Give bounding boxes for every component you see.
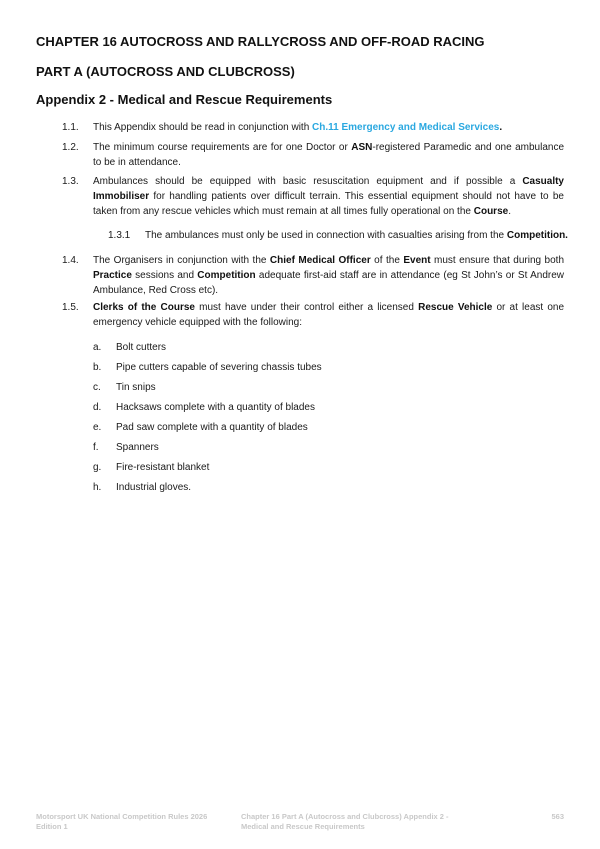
paragraph-number: 1.1. — [62, 122, 79, 133]
list-letter: f. — [93, 442, 99, 453]
paragraph-number: 1.5. — [62, 302, 79, 313]
paragraph-text: The Organisers in conjunction with the Chief Medical Officer of the Event must ensure that during both Practice sessions and Competition adequate first-aid staff are in attendance (eg St John’s or St Andrew Ambulance, Red Cross etc). — [93, 255, 565, 296]
list-letter: h. — [93, 482, 102, 493]
list-letter: a. — [93, 342, 102, 353]
chapter-title: CHAPTER 16 AUTOCROSS AND RALLYCROSS AND OFF-ROAD RACING — [36, 34, 485, 49]
list-text: Pad saw complete with a quantity of blades — [116, 422, 308, 433]
list-text: Fire-resistant blanket — [116, 462, 210, 473]
paragraph-text: Ambulances should be equipped with basic resuscitation equipment and if possible a Casualty Immobiliser for handling patients over difficult terrain. This essential equipment should not have to be taken from any rescue vehicles which must remain at all times fully operational on the Course. — [93, 176, 564, 217]
paragraph-number: 1.3.1 — [108, 230, 131, 241]
paragraph-number: 1.2. — [62, 142, 79, 153]
list-letter: c. — [93, 382, 101, 393]
list-letter: e. — [93, 422, 102, 433]
list-text: Bolt cutters — [116, 342, 167, 353]
paragraph-text: This Appendix should be read in conjunction with Ch.11 Emergency and Medical Services. — [93, 122, 503, 133]
paragraph-number: 1.3. — [62, 176, 79, 187]
part-title: PART A (AUTOCROSS AND CLUBCROSS) — [36, 64, 295, 79]
link-ch11[interactable]: Ch.11 Emergency and Medical Services — [312, 122, 500, 133]
list-letter: d. — [93, 402, 102, 413]
footer-publication: Motorsport UK National Competition Rules 2026 Edition 1 — [36, 812, 208, 831]
paragraph-text: The minimum course requirements are for one Doctor or ASN-registered Paramedic and one ambulance to be in attendance. — [93, 142, 565, 168]
paragraph-number: 1.4. — [62, 255, 79, 266]
footer-page-number: 563 — [551, 812, 564, 821]
list-text: Industrial gloves. — [116, 482, 192, 493]
list-text: Tin snips — [116, 382, 156, 393]
paragraph-text: The ambulances must only be used in connection with casualties arising from the Competition. — [145, 230, 568, 241]
appendix-title: Appendix 2 - Medical and Rescue Requirements — [36, 92, 333, 107]
list-text: Spanners — [116, 442, 159, 453]
footer-section: Chapter 16 Part A (Autocross and Clubcross) Appendix 2 - Medical and Rescue Requirements — [241, 812, 449, 831]
paragraph-text: Clerks of the Course must have under their control either a licensed Rescue Vehicle or at least one emergency vehicle equipped with the following: — [93, 302, 565, 328]
list-text: Hacksaws complete with a quantity of blades — [116, 402, 315, 413]
list-text: Pipe cutters capable of severing chassis tubes — [116, 362, 322, 373]
list-letter: g. — [93, 462, 102, 473]
list-letter: b. — [93, 362, 102, 373]
